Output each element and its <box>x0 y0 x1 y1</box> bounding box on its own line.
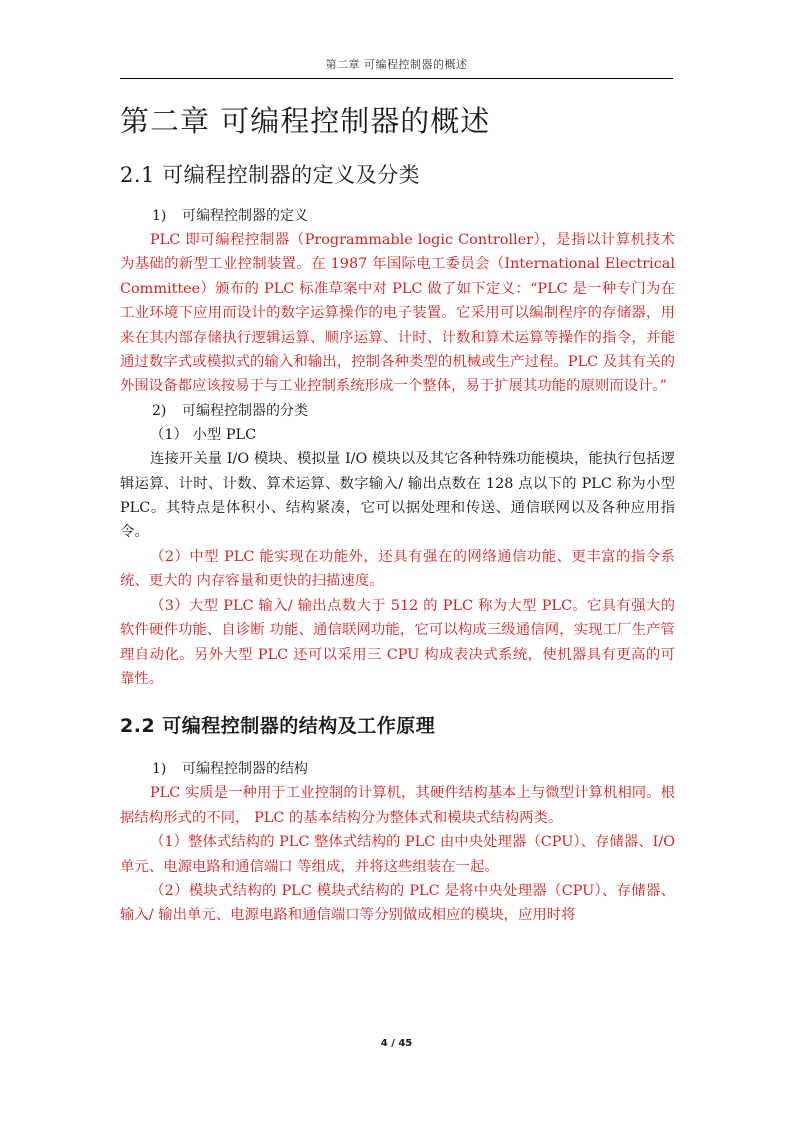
medium-plc-paragraph: （2）中型 PLC 能实现在功能外，还具有强在的网络通信功能、更丰富的指令系统、更大的 内存容量和更快的扫描速度。 <box>120 548 675 590</box>
list-number: 1) <box>152 761 167 778</box>
structure-intro-paragraph: PLC 实质是一种用于工业控制的计算机，其硬件结构基本上与微型计算机相同。根据结构形式的不同， PLC 的基本结构分为整体式和模块式结构两类。 <box>120 785 675 826</box>
section-2-2-title: 2.2 可编程控制器的结构及工作原理 <box>120 715 436 738</box>
list-item-structure <box>120 757 675 781</box>
running-header: 第二章 可编程控制器的概述 <box>325 58 468 71</box>
small-plc-paragraph: 连接开关量 I/O 模块、模拟量 I/O 模块以及其它各种特殊功能模块，能执行包括逻辑运算、计时、计数、算术运算、数字输入/ 输出点数在 128 点以下的 PLC 称为小型 PLC。其特点是体积小、结构紧凑，它可以据处理和传送、通信联网以及各种应用指令。 <box>120 451 675 541</box>
page-number: 4 / 45 <box>380 1038 413 1049</box>
list-text: 可编程控制器的分类 <box>182 402 308 419</box>
definition-paragraph: PLC 即可编程控制器（Programmable logic Controller），是指以计算机技术为基础的新型工业控制装置。在 1987 年国际电工委员会（International Electrical Committee）颁布的 PLC 标准草案中对 PLC 做了如下定义：“PLC 是一种专门为在工业环境下应用而设计的数字运算操作的电子装置。它采用可以编制程序的存储器，用来在其内部存储执行逻辑运算、顺序运算、计时、计数和算术运算等操作的指令，并能通过数字式或模拟式的输入和输出，控制各种类型的机械或生产过程。PLC 及其有关的外围设备都应该按易于与工业控制系统形成一个整体，易于扩展其功能的原则而设计。” <box>120 232 675 395</box>
page-content <box>120 94 675 928</box>
integral-structure-paragraph: （1）整体式结构的 PLC 整体式结构的 PLC 由中央处理器（CPU）、存储器、I/O 单元、电源电路和通信端口 等组成，并将这些组装在一起。 <box>120 834 675 875</box>
chapter-title: 第二章 可编程控制器的概述 <box>120 104 491 138</box>
small-plc-heading: （1） 小型 PLC <box>150 426 257 443</box>
list-text: 可编程控制器的定义 <box>182 208 308 224</box>
list-text: 可编程控制器的结构 <box>182 761 308 778</box>
modular-structure-paragraph: （2）模块式结构的 PLC 模块式结构的 PLC 是将中央处理器（CPU）、存储器、输入/ 输出单元、电源电路和通信端口等分别做成相应的模块，应用时将 <box>120 882 675 924</box>
list-item-definition <box>120 204 675 228</box>
list-item-classification <box>120 399 675 423</box>
header-rule <box>120 78 673 79</box>
list-number: 2) <box>152 402 167 419</box>
large-plc-paragraph: （3）大型 PLC 输入/ 输出点数大于 512 的 PLC 称为大型 PLC。它具有强大的软件硬件功能、自诊断 功能、通信联网功能，它可以构成三级通信网，实现工厂生产管理自动化。另外大型 PLC 还可以采用三 CPU 构成表决式系统，使机器具有更高的可靠性。 <box>120 597 675 687</box>
list-number: 1) <box>152 208 167 224</box>
section-2-1-title: 2.1 可编程控制器的定义及分类 <box>120 163 421 187</box>
